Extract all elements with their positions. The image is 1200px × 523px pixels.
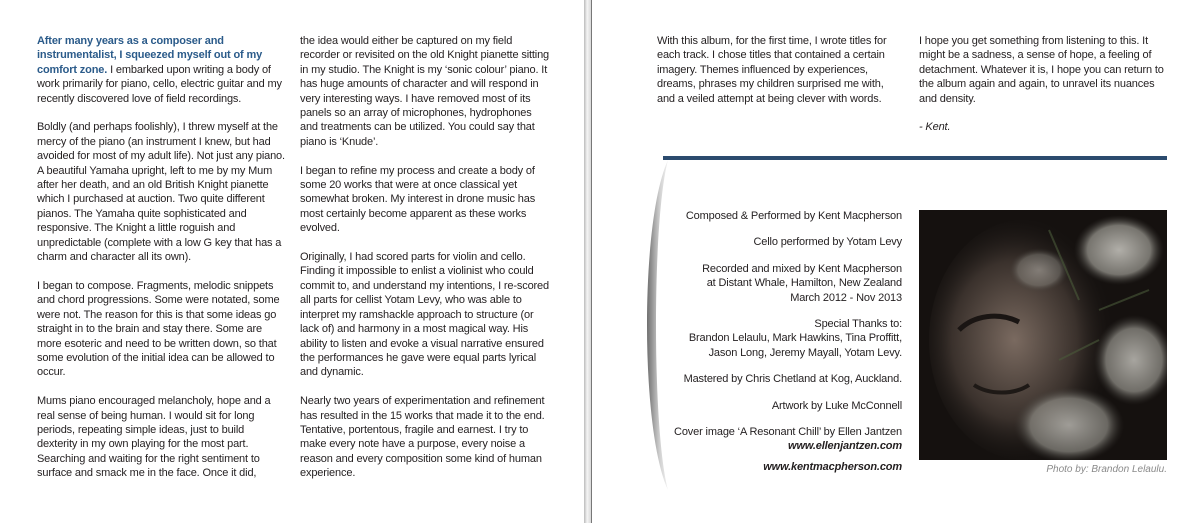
credit-line: Brandon Lelaulu, Mark Hawkins, Tina Proffitt,	[688, 332, 902, 345]
credit-recorded	[660, 262, 902, 305]
intro-lead: After many years as a composer and instrumentalist, I squeezed myself out of my comfort zone.	[37, 35, 263, 76]
paragraph: I began to refine my process and create a body of some 20 works that were at once classical yet somewhat broken. My interest in drone music has most certainly become apparent as these works evolved.	[300, 164, 536, 235]
paragraph: I hope you get something from listening to this. It might be a sadness, a sense of hope, a feeling of detachment. Whatever it is, I hope you can return to the album again and again, to unravel its nuances and density.	[919, 35, 1164, 105]
intro-rest: I embarked upon writing a body of work primarily for piano, cello, electric guitar and my recently discovered love of field recordings.	[37, 63, 282, 105]
credit-line: March 2012 - Nov 2013	[790, 291, 902, 304]
divider-rule	[663, 156, 1167, 160]
paragraph: the idea would either be captured on my field recorder or revisited on the old Knight pianette sitting in my studio. The Knight is my ‘sonic colour’ piano. It has huge amounts of character and will respond in very interesting ways. I have removed most of its panels so an array of microphones, hydrophones and treatments can be utilized. You could say that piano is ‘Knude’.	[300, 35, 550, 148]
credit-artwork: Artwork by Luke McConnell	[771, 399, 902, 412]
right-column-2	[919, 34, 1169, 149]
signoff: - Kent.	[919, 121, 951, 134]
paragraph: Boldly (and perhaps foolishly), I threw myself at the mercy of the piano (an instrument I knew, but had avoided for most of my adult life). Not just any piano. A beautiful Yamaha upright, left to me by my Mum after her death, and an old British Knight pianette which I purchased at auction. Two quite different pianos. The Yamaha quite sophisticated and responsive. The Knight a little roguish and unpredictable (complete with a low G key that has a charm and character all its own).	[37, 121, 285, 264]
gutter-shadow	[584, 0, 591, 523]
credit-line: Cover image ‘A Resonant Chill’ by Ellen Jantzen	[674, 426, 902, 439]
paragraph: With this album, for the first time, I wrote titles for each track. I chose titles that contained a certain imagery. Themes influenced by experiences, dreams, phrases my children surprised me with, and a veiled attempt at being clever with words.	[657, 35, 887, 105]
credit-cello: Cello performed by Yotam Levy	[753, 236, 902, 249]
paragraph: Originally, I had scored parts for violin and cello. Finding it impossible to enlist a violinist who could commit to, and understand my intentions, I re-scored all parts for cellist Yotam Levy, who was able to interpret my ramshackle approach to structure (or lack of) and harmony in a most magical way. His ability to listen and evoke a visual narrative ensured the performances he gave were equal parts lyrical and dynamic.	[300, 251, 549, 379]
credit-cover	[660, 425, 902, 454]
credit-thanks	[660, 317, 902, 360]
artist-photo	[919, 210, 1167, 460]
credit-line: Special Thanks to:	[814, 318, 902, 331]
right-column-1	[657, 34, 902, 120]
credits	[660, 209, 902, 486]
paragraph: Nearly two years of experimentation and refinement has resulted in the 15 works that made it to the end. Tentative, portentous, fragile and earnest. I try to make every note have a purpose, every noise a reason and every composition some kind of human experience.	[300, 395, 545, 480]
credit-composed: Composed & Performed by Kent Macpherson	[685, 210, 902, 222]
left-column-2	[300, 34, 550, 495]
paragraph: Mums piano encouraged melancholy, hope and a real sense of being human. I would sit for long periods, repeating simple ideas, just to build dexterity in my own playing for the most part. Searching and waiting for the right sentiment to surface and smack me in the face. Once it did,	[37, 395, 271, 480]
credit-line: Recorded and mixed by Kent Macpherson	[702, 262, 902, 275]
credit-line: at Distant Whale, Hamilton, New Zealand	[706, 277, 902, 290]
credit-mastered: Mastered by Chris Chetland at Kog, Auckland.	[683, 373, 902, 386]
credit-line: Jason Long, Jeremy Mayall, Yotam Levy.	[708, 346, 902, 359]
left-page	[0, 0, 584, 523]
link-ellenjantzen[interactable]: www.ellenjantzen.com	[788, 440, 902, 453]
link-kentmacpherson[interactable]: www.kentmacpherson.com	[763, 460, 902, 473]
intro-paragraph	[37, 34, 285, 106]
fold-line	[591, 0, 592, 523]
paragraph: I began to compose. Fragments, melodic snippets and chord progressions. Some were notated, some were not. The reason for this is that some ideas go straight in to the brain and stay there. Some are more esoteric and need to be written down, so that some evolution of the initial idea can be allowed to occur.	[37, 279, 280, 379]
left-column-1	[37, 34, 285, 495]
photo-credit: Photo by: Brandon Lelaulu.	[1046, 464, 1167, 475]
